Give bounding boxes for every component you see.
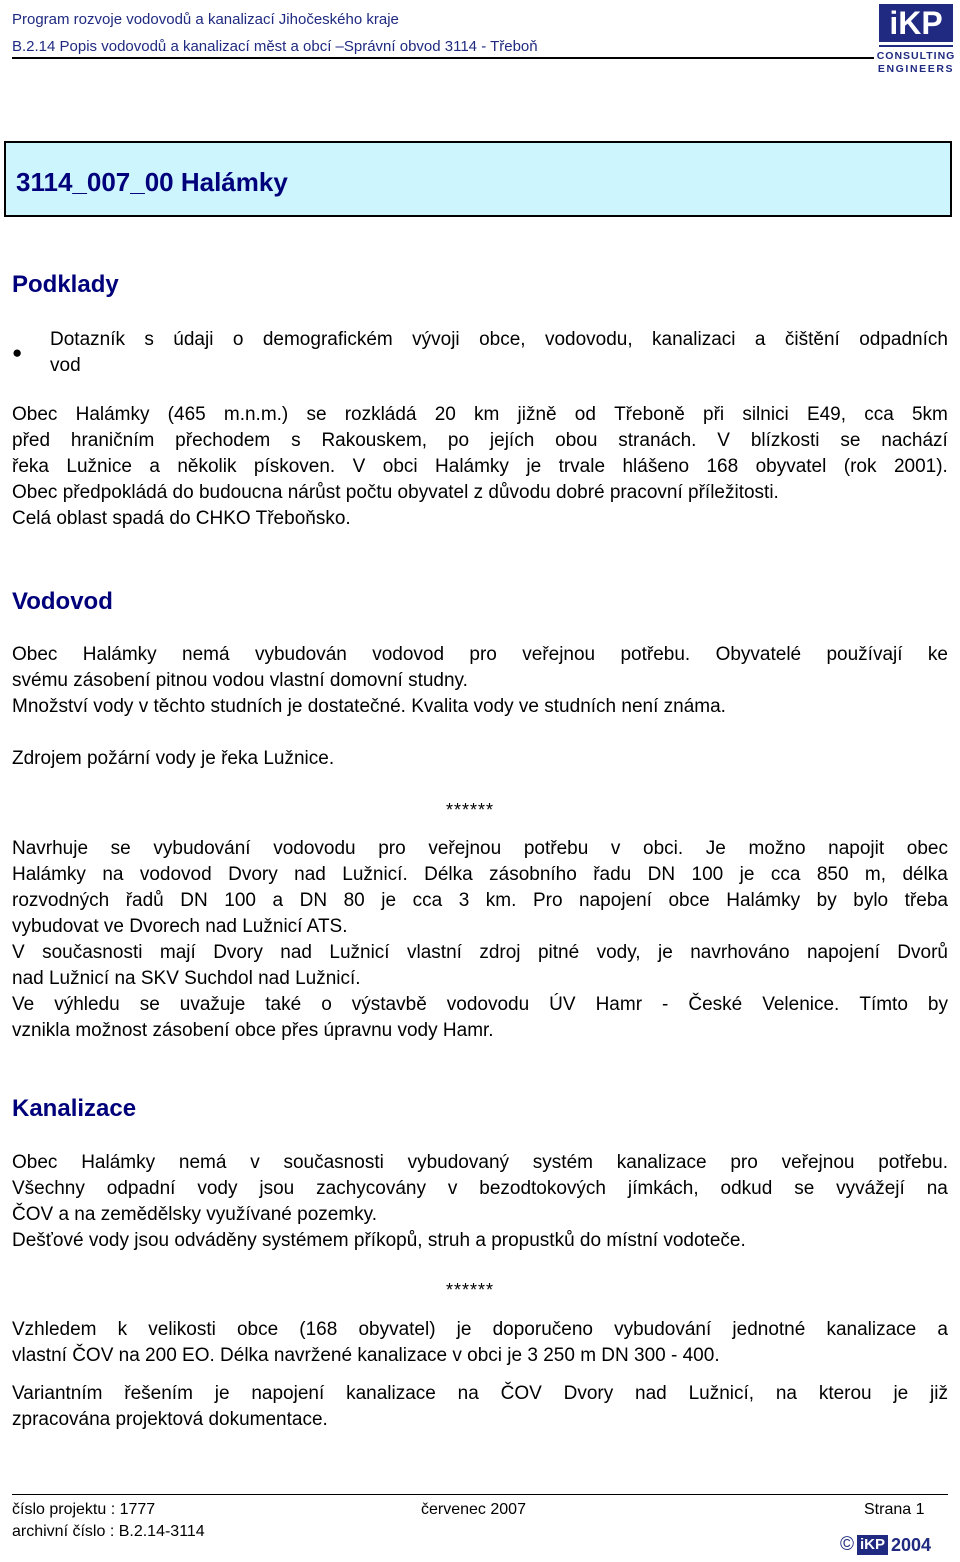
- page-title: 3114_007_00 Halámky: [16, 167, 288, 197]
- vodovod-paragraph-1: [12, 642, 948, 720]
- text-line: svému zásobení pitnou vodou vlastní domovní studny.: [12, 670, 468, 691]
- text-line: vybudovat ve Dvorech nad Lužnicí ATS.: [12, 916, 348, 937]
- footer-project-number: číslo projektu : 1777: [12, 1501, 156, 1518]
- section-separator: ******: [446, 800, 495, 820]
- text-line: Variantním řešením je napojení kanalizace na ČOV Dvory nad Lužnicí, na kterou je již: [12, 1383, 948, 1404]
- header-section-title: B.2.14 Popis vodovodů a kanalizací měst a obcí –Správní obvod 3114 - Třeboň: [12, 38, 538, 55]
- section-separator: ******: [446, 1280, 495, 1300]
- logo-line2: ENGINEERS: [877, 63, 955, 75]
- copyright-symbol: ©: [840, 1534, 854, 1555]
- text-line: řeka Lužnice a několik pískoven. V obci Halámky je trvale hlášeno 168 obyvatel (rok 2001).: [12, 456, 948, 477]
- kanalizace-paragraph-2: [12, 1317, 948, 1369]
- text-line: Všechny odpadní vody jsou zachycovány v bezodtokových jímkách, odkud se vyvážejí na: [12, 1178, 948, 1199]
- text-line: rozvodných řadů DN 100 a DN 80 je cca 3 km. Pro napojení obce Halámky by bylo třeba: [12, 890, 948, 911]
- bullet-line: vod: [50, 355, 81, 376]
- copyright-year: 2004: [891, 1534, 932, 1555]
- text-line: zpracována projektová dokumentace.: [12, 1409, 328, 1430]
- footer-page-number: Strana 1: [864, 1501, 925, 1518]
- ikp-logo: [877, 2, 955, 78]
- text-line: Halámky na vodovod Dvory nad Lužnicí. Délka zásobního řadu DN 100 je cca 850 m, délka: [12, 864, 948, 885]
- footer-copyright: [840, 1533, 931, 1557]
- text-line: vlastní ČOV na 200 EO. Délka navržené kanalizace v obci je 3 250 m DN 300 - 400.: [12, 1345, 720, 1366]
- text-line: Zdrojem požární vody je řeka Lužnice.: [12, 748, 335, 769]
- text-line: Obec Halámky nemá v současnosti vybudovaný systém kanalizace pro veřejnou potřebu.: [12, 1152, 948, 1173]
- bullet-icon: ●: [12, 343, 23, 362]
- text-line: Celá oblast spadá do CHKO Třeboňsko.: [12, 508, 351, 529]
- logo-line1: CONSULTING: [877, 50, 955, 62]
- bullet-line: Dotazník s údaji o demografickém vývoji obce, vodovodu, kanalizaci a čištění odpadních: [50, 329, 948, 350]
- text-line: nad Lužnicí na SKV Suchdol nad Lužnicí.: [12, 968, 361, 989]
- title-box: [4, 141, 952, 217]
- text-line: Vzhledem k velikosti obce (168 obyvatel) je doporučeno vybudování jednotné kanalizace a: [12, 1319, 948, 1340]
- footer-archive-number: archivní číslo : B.2.14-3114: [12, 1523, 205, 1540]
- footer-divider: [12, 1494, 948, 1495]
- copyright-logo-mark: iKP: [857, 1535, 888, 1555]
- logo-divider: [879, 45, 953, 47]
- text-line: Obec Halámky (465 m.n.m.) se rozkládá 20 km jižně od Třeboně při silnici E49, cca 5km: [12, 404, 948, 425]
- heading-podklady: Podklady: [12, 271, 119, 298]
- vodovod-paragraph-2: [12, 746, 948, 772]
- intro-paragraph: [12, 402, 948, 532]
- text-line: před hraničním přechodem s Rakouskem, po jejích obou stranách. V blízkosti se nachází: [12, 430, 948, 451]
- text-line: Navrhuje se vybudování vodovodu pro veřejnou potřebu v obci. Je možno napojit obec: [12, 838, 948, 859]
- bullet-item: [50, 327, 948, 379]
- text-line: V současnosti mají Dvory nad Lužnicí vlastní zdroj pitné vody, je navrhováno napojení Dvorů: [12, 942, 948, 963]
- text-line: Dešťové vody jsou odváděny systémem příkopů, struh a propustků do místní vodoteče.: [12, 1230, 746, 1251]
- heading-vodovod: Vodovod: [12, 588, 113, 615]
- logo-mark-text: iKP: [889, 5, 943, 41]
- text-line: Obec Halámky nemá vybudován vodovod pro veřejnou potřebu. Obyvatelé používají ke: [12, 644, 948, 665]
- text-line: Obec předpokládá do budoucna nárůst počtu obyvatel z důvodu dobré pracovní příležitosti.: [12, 482, 779, 503]
- kanalizace-paragraph-1: [12, 1150, 948, 1254]
- heading-kanalizace: Kanalizace: [12, 1095, 137, 1122]
- footer-date: červenec 2007: [421, 1501, 526, 1518]
- header-divider: [12, 57, 874, 59]
- text-line: ČOV a na zemědělsky využívané pozemky.: [12, 1204, 378, 1225]
- kanalizace-paragraph-3: [12, 1381, 948, 1433]
- text-line: Ve výhledu se uvažuje také o výstavbě vodovodu ÚV Hamr - České Velenice. Tímto by: [12, 994, 948, 1015]
- text-line: vznikla možnost zásobení obce přes úpravnu vody Hamr.: [12, 1020, 494, 1041]
- text-line: Množství vody v těchto studních je dostatečné. Kvalita vody ve studních není známa.: [12, 696, 726, 717]
- header-program-title: Program rozvoje vodovodů a kanalizací Jihočeského kraje: [12, 11, 399, 28]
- vodovod-paragraph-3: [12, 836, 948, 1044]
